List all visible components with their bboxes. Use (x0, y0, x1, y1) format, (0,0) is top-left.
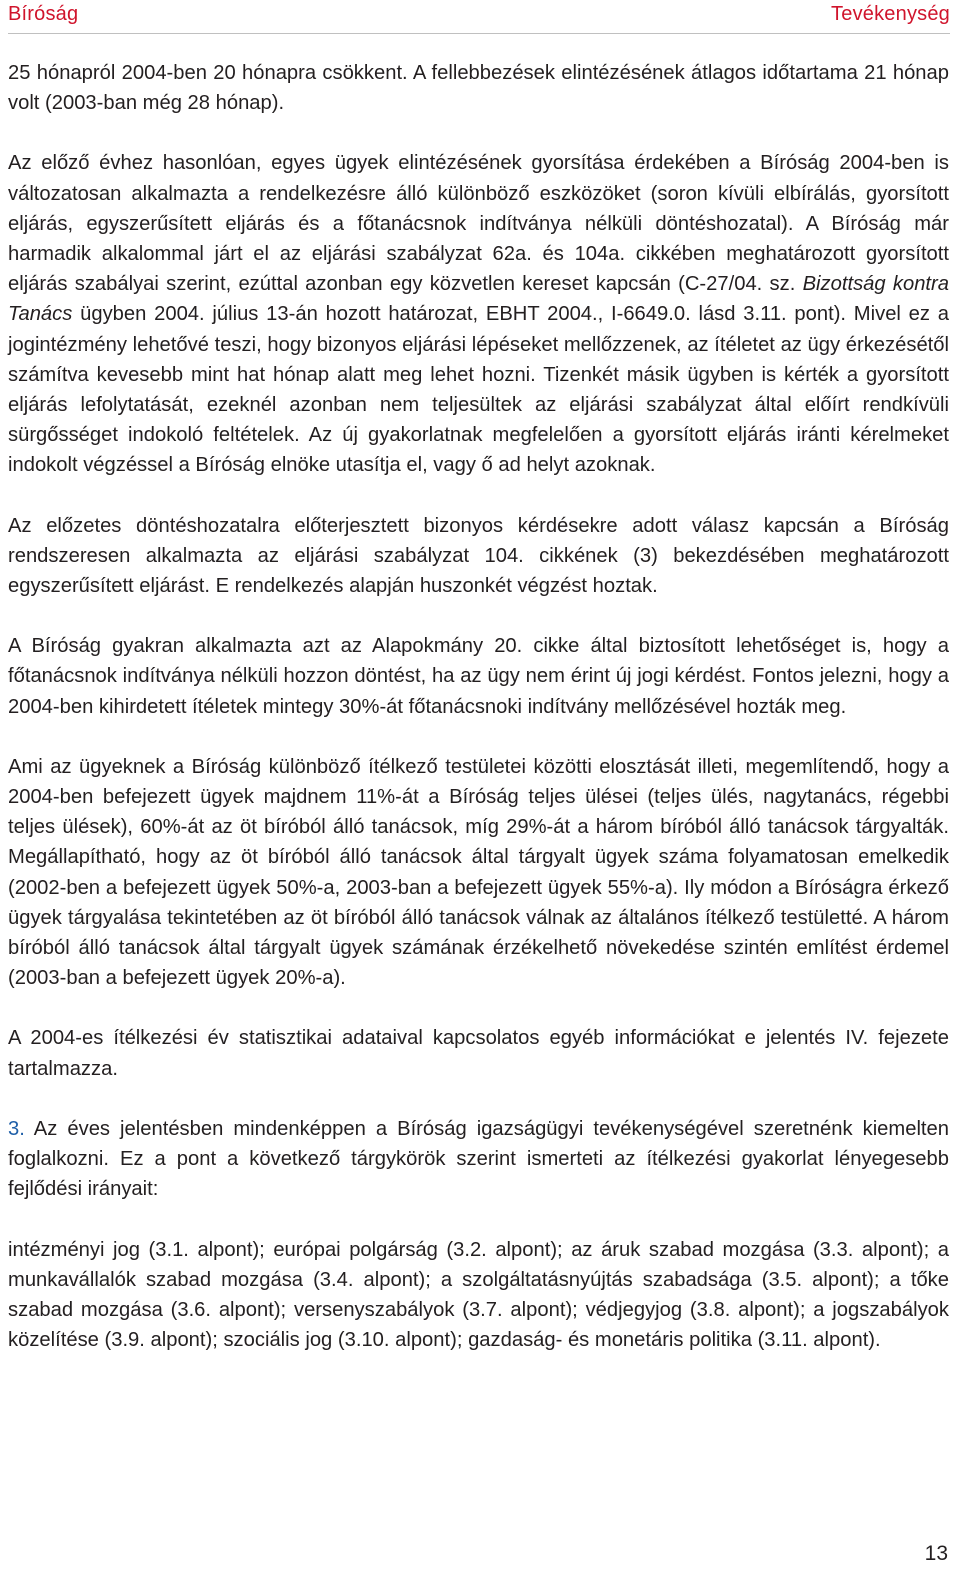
paragraph-7 (8, 1114, 949, 1205)
paragraph-5: Ami az ügyeknek a Bíróság különböző ítélkező testületei közötti elosztását illeti, megemlítendő, hogy a 2004-ben befejezett ügyek majdnem 11%-át a Bíróság teljes ülései (teljes ülés, nagytanács, régebbi teljes ülések), 60%-át az öt bíróból álló tanácsok, míg 29%-át a három bíróból álló tanácsok tárgyalták. Megállapítható, hogy az öt bíróból álló tanácsok által tárgyalt ügyek száma folyamatosan emelkedik (2002-ben a befejezett ügyek 50%-a, 2003-ban a befejezett ügyek 55%-a). Ily módon a Bíróságra érkező ügyek tárgyalása tekintetében az öt bíróból álló tanácsok válnak az általános ítélkező testületté. A három bíróból álló tanácsok által tárgyalt ügyek számának érzékelhető növekedése szintén említést érdemel (2003-ban a befejezett ügyek 20%-a). (8, 755, 949, 990)
case-name: Bizottság kontra Tanács (8, 273, 949, 326)
header-right-title: Tevékenység (831, 3, 950, 25)
paragraph-2 (8, 148, 949, 480)
page-number: 13 (924, 1542, 948, 1565)
paragraph-6: A 2004-es ítélkezési év statisztikai adataival kapcsolatos egyéb információkat e jelentés IV. fejezete tartalmazza. (8, 1027, 949, 1080)
document-body (8, 58, 949, 1355)
paragraph-2-part-b: ügyben 2004. július 13-án hozott határozat, EBHT 2004., I-6649.0. lásd 3.11. pont). Mivel ez a jogintézmény lehetővé teszi, hogy bizonyos eljárási lépéseket mellőzzenek, az ítéletet az ügy érkezésétől számítva kevesebb mint hat hónap alatt meg lehet hozni. Tizenkét másik ügyben is kérték a gyorsított eljárás lefolytatását, ezeknél azonban nem teljesültek az eljárási szabályzat által előírt rendkívüli sürgősséget indokoló feltételek. Az új gyakorlatnak megfelelően a gyorsított eljárás iránti kérelmeket indokolt végzéssel a Bíróság elnöke utasítja el, vagy ő ad helyt azoknak. (8, 303, 949, 477)
paragraph-4: A Bíróság gyakran alkalmazta azt az Alapokmány 20. cikke által biztosított lehetőséget is, hogy a főtanácsnok indítványa nélküli hozzon döntést, ha az ügy nem érint új jogi kérdést. Fontos jelezni, hogy a 2004-ben kihirdetett ítéletek mintegy 30%-át főtanácsnoki indítvány mellőzésével hozták meg. (8, 635, 949, 718)
paragraph-3: Az előzetes döntéshozatalra előterjesztett bizonyos kérdésekre adott válasz kapcsán a Bíróság rendszeresen alkalmazta az eljárási szabályzat 104. cikkének (3) bekezdésében meghatározott egyszerűsített eljárást. E rendelkezés alapján huszonkét végzést hoztak. (8, 514, 949, 598)
paragraph-7-text: Az éves jelentésben mindenképpen a Bíróság igazságügyi tevékenységével szeretnénk kiemelten foglalkozni. Ez a pont a következő tárgykörök szerint ismerteti az ítélkezési gyakorlat lényegesebb fejlődési irányait: (8, 1117, 949, 1201)
header-left-title: Bíróság (8, 3, 79, 25)
paragraph-8: intézményi jog (3.1. alpont); európai polgárság (3.2. alpont); az áruk szabad mozgása (3.3. alpont); a munkavállalók szabad mozgása (3.4. alpont); a szolgáltatásnyújtás szabadsága (3.5. alpont); a tőke szabad mozgása (3.6. alpont); versenyszabályok (3.7. alpont); védjegyjog (3.8. alpont); a jogszabályok közelítése (3.9. alpont); szociális jog (3.10. alpont); gazdaság- és monetáris politika (3.11. alpont). (8, 1238, 949, 1352)
paragraph-1: 25 hónapról 2004-ben 20 hónapra csökkent. A fellebbezések elintézésének átlagos időtartama 21 hónap volt (2003-ban még 28 hónap). (8, 62, 949, 115)
paragraph-2-part-a: Az előző évhez hasonlóan, egyes ügyek elintézésének gyorsítása érdekében a Bíróság 2004-ben is változatosan alkalmazta a rendelkezésre álló különböző eszközöket (soron kívüli elbírálás, gyorsított eljárás, egyszerűsített eljárás és a főtanácsnok indítványa nélküli döntéshozatal). A Bíróság már harmadik alkalommal járt el az eljárási szabályzat 62a. és 104a. cikkében meghatározott gyorsított eljárás szabályai szerint, ezúttal azonban egy közvetlen kereset kapcsán (C-27/04. sz. (8, 152, 949, 296)
running-header (8, 0, 950, 34)
section-number: 3. (8, 1117, 25, 1140)
